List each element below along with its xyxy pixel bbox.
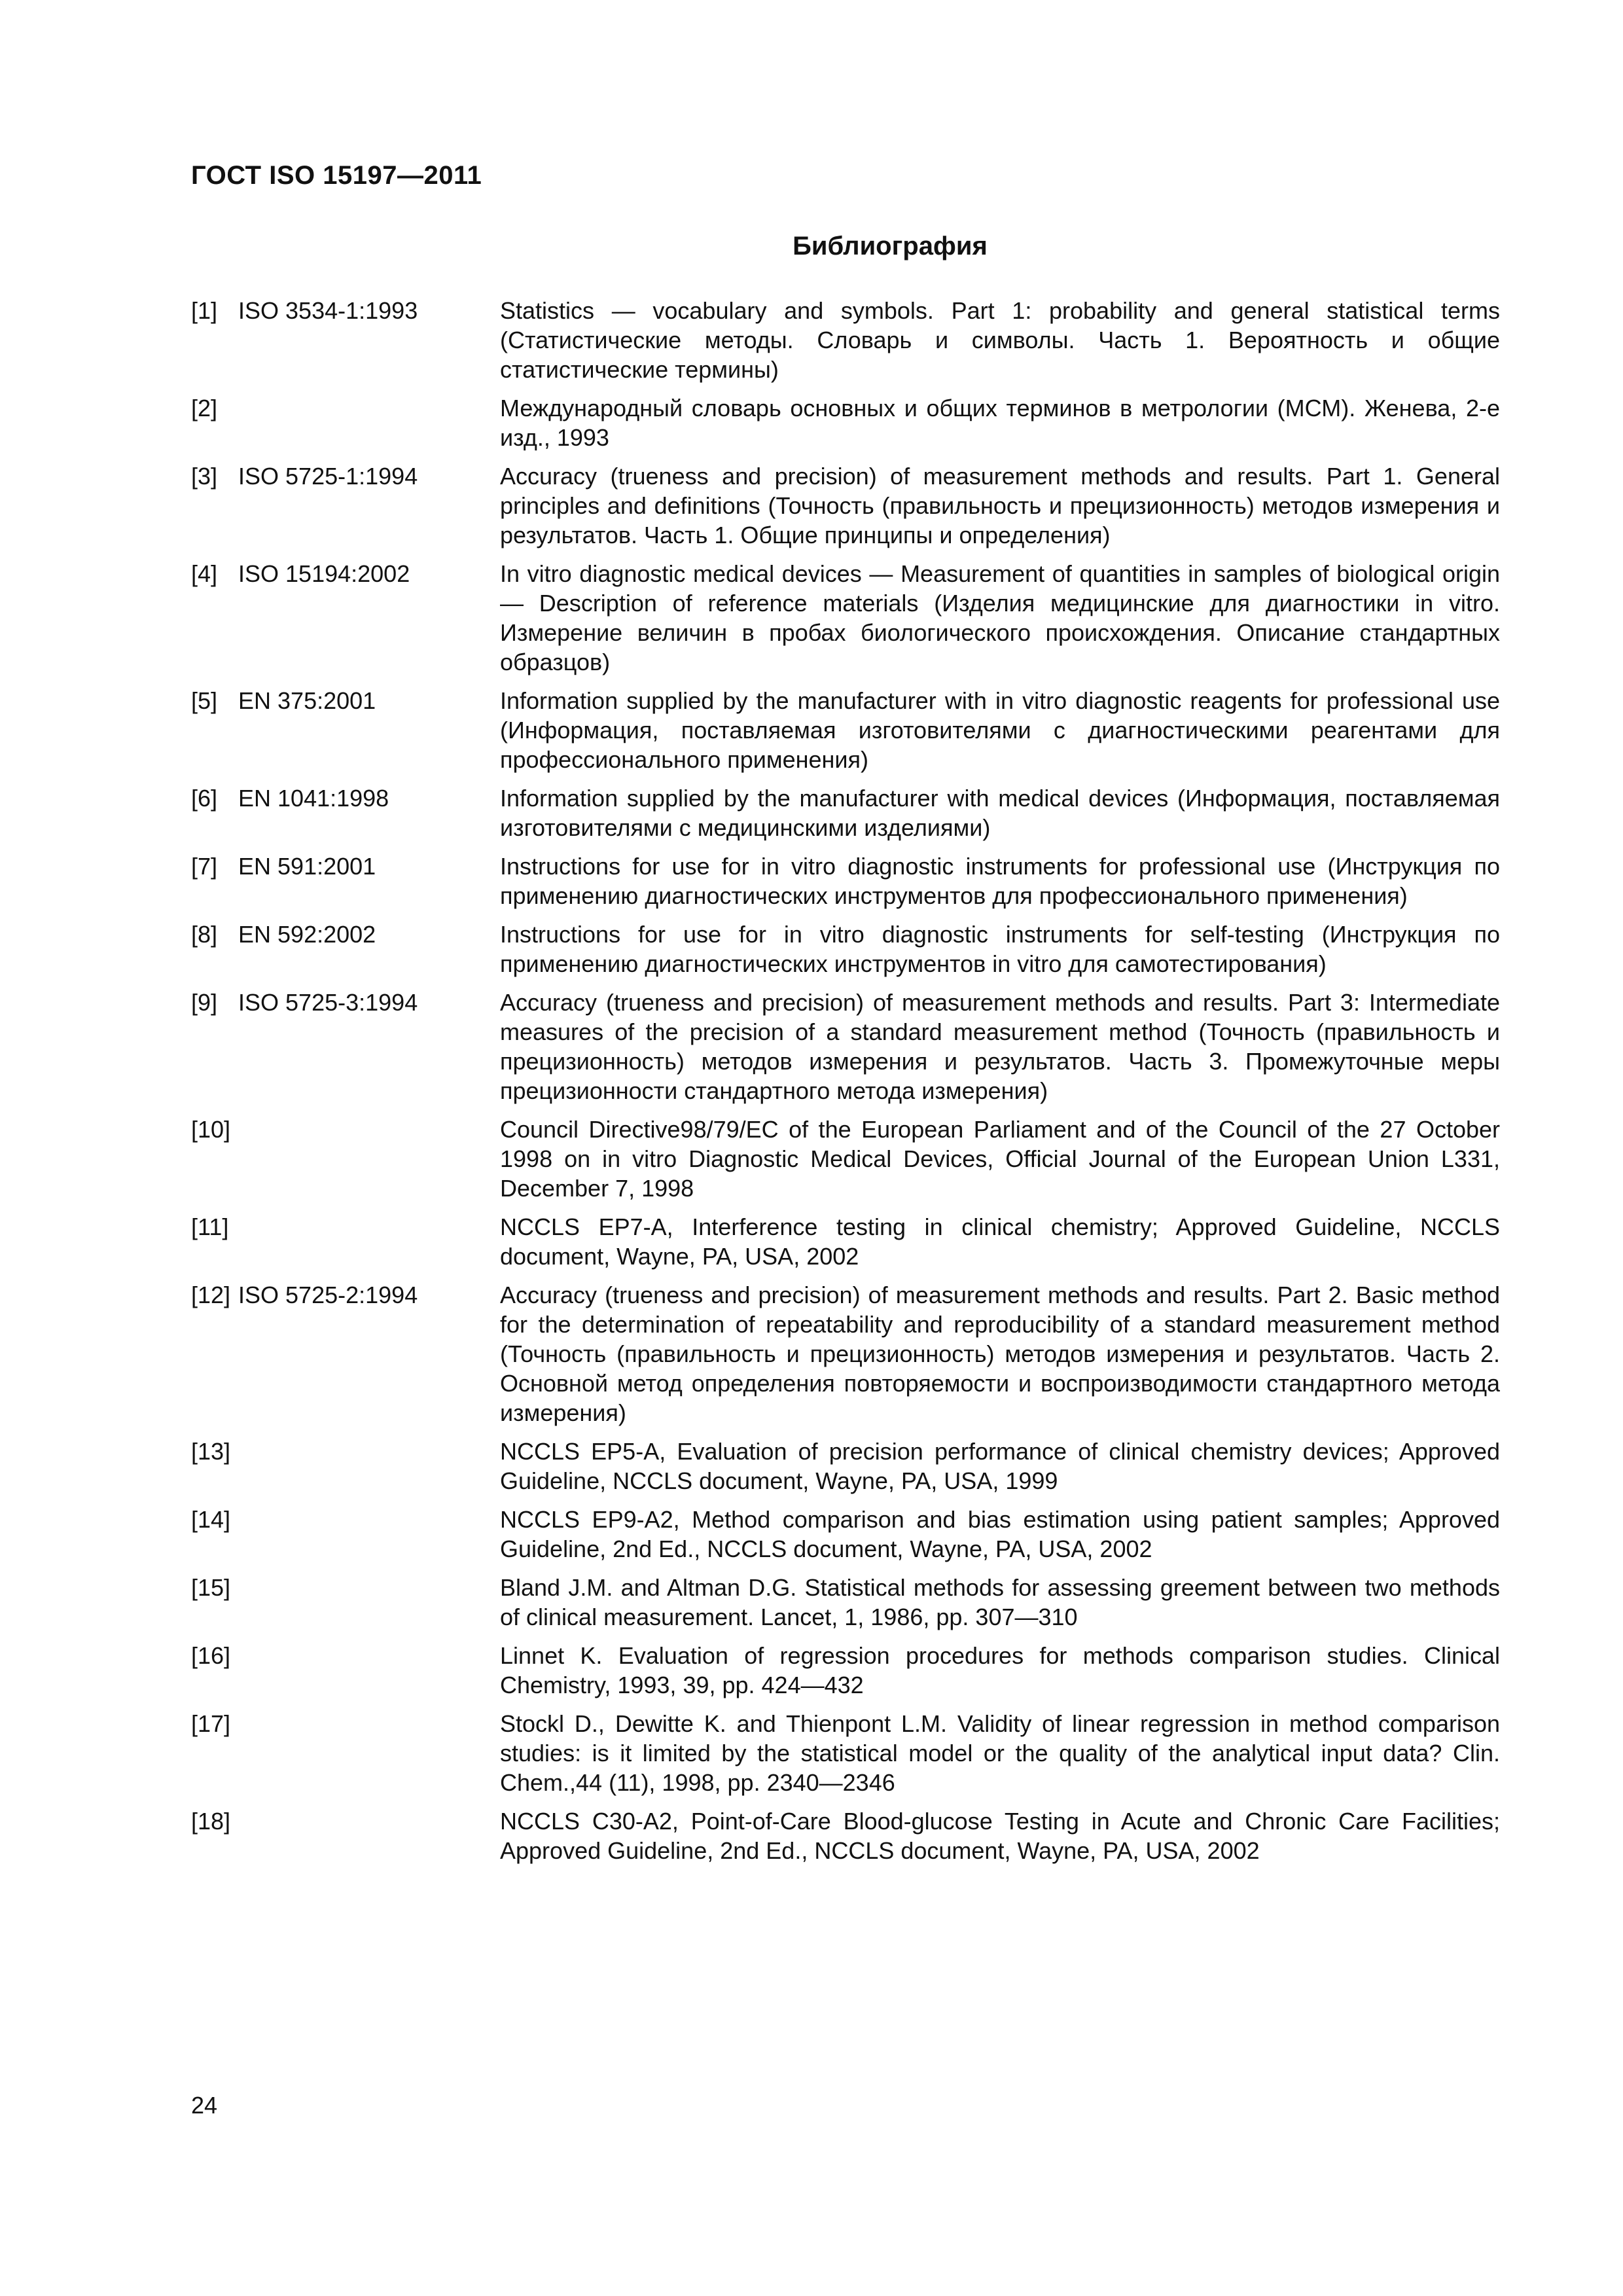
bibliography-entry [191,1573,1500,1632]
bibliography-entry [191,783,1500,842]
bibliography-entry [191,1280,1500,1427]
bibliography-entry [191,296,1500,384]
entry-number: [16] [191,1642,231,1669]
entry-number: [7] [191,853,218,880]
entry-text: NCCLS EP5-A, Evaluation of precision performance of clinical chemistry devices; Approved Guideline, NCCLS document, Wayne, PA, USA, 1999 [500,1438,1500,1494]
entry-number: [10] [191,1116,231,1143]
entry-number: [2] [191,395,218,422]
entry-text: Statistics — vocabulary and symbols. Part 1: probability and general statistical terms (Статистические методы. Словарь и символы. Часть 1. Вероятность и общие статистические термины) [500,297,1500,383]
entry-text: Council Directive98/79/EC of the European Parliament and of the Council of the 27 October 1998 on in vitro Diagnostic Medical Devices, Official Journal of the European Union L331, December 7, 1998 [500,1116,1500,1202]
bibliography-entry [191,559,1500,677]
entry-reference [191,1709,500,1738]
entry-number: [12] [191,1282,231,1308]
entry-reference [191,1573,500,1602]
entry-reference [191,988,500,1017]
entry-number: [13] [191,1438,231,1465]
entry-reference [191,1437,500,1466]
entry-reference [191,852,500,881]
bibliography-entry [191,1115,1500,1203]
entry-text: Instructions for use for in vitro diagnostic instruments for self-testing (Инструкция по применению диагностических инструментов in vitro для самотестирования) [500,921,1500,977]
entry-reference [191,686,500,715]
entry-reference [191,1212,500,1242]
entry-number: [14] [191,1506,231,1533]
entry-number: [18] [191,1808,231,1835]
entry-number: [5] [191,687,218,714]
entry-number: [3] [191,463,218,490]
bibliography-entry [191,1212,1500,1271]
entry-reference [191,296,500,325]
entry-code: ISO 5725-1:1994 [238,463,418,490]
entry-text: NCCLS EP7-A, Interference testing in clinical chemistry; Approved Guideline, NCCLS document, Wayne, PA, USA, 2002 [500,1213,1500,1270]
entry-reference [191,1806,500,1836]
entry-text: NCCLS C30-A2, Point-of-Care Blood-glucose Testing in Acute and Chronic Care Facilities; Approved Guideline, 2nd Ed., NCCLS document, Wayne, PA, USA, 2002 [500,1808,1500,1864]
entry-code: EN 592:2002 [238,921,376,948]
entry-text: Stockl D., Dewitte K. and Thienpont L.M. Validity of linear regression in method comparison studies: is it limited by the statistical model or the quality of the analytical input data? Clin. Chem.,44 (11), 1998, pp. 2340—2346 [500,1710,1500,1796]
entry-code: EN 591:2001 [238,853,376,880]
entry-reference [191,783,500,813]
page-title: Библиография [793,232,988,260]
entry-code: ISO 15194:2002 [238,560,410,587]
entry-text: Instructions for use for in vitro diagnostic instruments for professional use (Инструкция по применению диагностических инструментов для профессионального применения) [500,853,1500,909]
entry-number: [17] [191,1710,231,1737]
entry-reference [191,1641,500,1670]
entry-text: Accuracy (trueness and precision) of measurement methods and results. Part 3: Intermediate measures of the precision of a standard measurement method (Точность (правильность и прецизионность) методов измерения и результатов. Часть 3. Промежуточные меры прецизионности стандартного метода измерения) [500,989,1500,1104]
entry-reference [191,559,500,588]
entry-code: ISO 5725-2:1994 [238,1282,418,1308]
entry-number: [4] [191,560,218,587]
entry-code: EN 1041:1998 [238,785,389,812]
entry-text: Bland J.M. and Altman D.G. Statistical methods for assessing greement between two methods of clinical measurement. Lancet, 1, 1986, pp. 307—310 [500,1574,1500,1630]
entry-text: Information supplied by the manufacturer with medical devices (Информация, поставляемая изготовителями с медицинскими изделиями) [500,785,1500,841]
entry-number: [9] [191,989,218,1016]
entry-code: ISO 5725-3:1994 [238,989,418,1016]
entry-code: ISO 3534-1:1993 [238,297,418,324]
bibliography-entry [191,920,1500,978]
entry-text: NCCLS EP9-A2, Method comparison and bias estimation using patient samples; Approved Guideline, 2nd Ed., NCCLS document, Wayne, PA, USA, 2002 [500,1506,1500,1562]
entry-reference [191,461,500,491]
bibliography-entry [191,1806,1500,1865]
entry-number: [11] [191,1213,229,1240]
bibliography-entry [191,1641,1500,1700]
bibliography-entry [191,852,1500,910]
bibliography-entry [191,1709,1500,1797]
bibliography-entry [191,1437,1500,1496]
entry-number: [15] [191,1574,231,1601]
bibliography-entry [191,1505,1500,1564]
entry-text: Linnet K. Evaluation of regression procedures for methods comparison studies. Clinical Chemistry, 1993, 39, pp. 424—432 [500,1642,1500,1698]
bibliography-entry [191,461,1500,550]
entry-reference [191,1280,500,1310]
entry-text: Accuracy (trueness and precision) of measurement methods and results. Part 2. Basic method for the determination of repeatability and reproducibility of a standard measurement method (Точность (правильность и прецизионность) методов измерения и результатов. Часть 2. Основной метод определения повторяемости и воспроизводимости стандартного метода измерения) [500,1282,1500,1426]
document-header: ГОСТ ISO 15197—2011 [191,161,482,190]
entry-reference [191,920,500,949]
entry-code: EN 375:2001 [238,687,376,714]
entry-reference [191,1115,500,1144]
bibliography-entry [191,393,1500,452]
page-number: 24 [191,2092,218,2119]
entry-reference [191,393,500,423]
entry-number: [1] [191,297,218,324]
bibliography-entry [191,988,1500,1105]
entry-text: In vitro diagnostic medical devices — Measurement of quantities in samples of biological origin — Description of reference materials (Изделия медицинские для диагностики in vitro. Измерение величин в пробах биологического происхождения. Описание стандартных образцов) [500,560,1500,675]
bibliography-list [191,296,1500,1874]
entry-number: [8] [191,921,218,948]
entry-text: Accuracy (trueness and precision) of measurement methods and results. Part 1. General principles and definitions (Точность (правильность и прецизионность) методов измерения и результатов. Часть 1. Общие принципы и определения) [500,463,1500,548]
entry-number: [6] [191,785,218,812]
bibliography-entry [191,686,1500,774]
entry-text: Международный словарь основных и общих терминов в метрологии (МСМ). Женева, 2-е изд., 1993 [500,395,1500,451]
entry-text: Information supplied by the manufacturer with in vitro diagnostic reagents for professional use (Информация, поставляемая изготовителями с диагностическими реагентами для профессионального применения) [500,687,1500,773]
entry-reference [191,1505,500,1534]
